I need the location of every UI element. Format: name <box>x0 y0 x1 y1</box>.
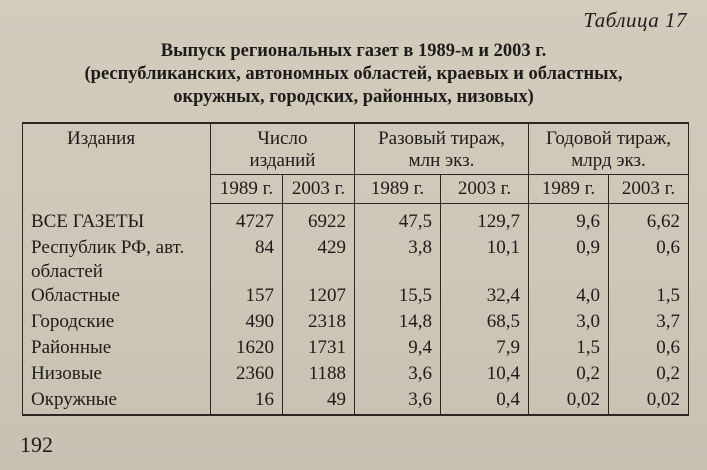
cell-single-2003: 10,1 <box>441 236 529 284</box>
cell-count-2003: 6922 <box>283 204 355 237</box>
cell-single-1989: 3,8 <box>355 236 441 284</box>
cell-count-1989: 4727 <box>211 204 283 237</box>
cell-annual-1989: 0,9 <box>529 236 609 284</box>
table-row <box>23 310 689 336</box>
cell-single-2003: 0,4 <box>441 388 529 415</box>
newspaper-table <box>22 122 689 416</box>
header-year: 2003 г. <box>609 175 689 204</box>
header-year: 2003 г. <box>441 175 529 204</box>
cell-annual-2003: 0,2 <box>609 362 689 388</box>
table-row <box>23 362 689 388</box>
header-editions: Издания <box>23 123 211 204</box>
cell-annual-2003: 0,02 <box>609 388 689 415</box>
cell-single-2003: 68,5 <box>441 310 529 336</box>
table-row <box>23 336 689 362</box>
cell-count-1989: 84 <box>211 236 283 284</box>
cell-count-1989: 2360 <box>211 362 283 388</box>
header-year: 1989 г. <box>355 175 441 204</box>
cell-count-1989: 490 <box>211 310 283 336</box>
cell-single-1989: 3,6 <box>355 362 441 388</box>
cell-single-2003: 7,9 <box>441 336 529 362</box>
cell-annual-1989: 1,5 <box>529 336 609 362</box>
cell-count-2003: 1731 <box>283 336 355 362</box>
row-name: Районные <box>23 336 211 362</box>
cell-count-1989: 16 <box>211 388 283 415</box>
row-name: Областные <box>23 284 211 310</box>
title-line: Выпуск региональных газет в 1989-м и 2003 г. <box>160 41 547 61</box>
table-row <box>23 204 689 237</box>
header-year: 2003 г. <box>283 175 355 204</box>
header-single-run: Разовый тираж, млн экз. <box>355 123 529 175</box>
table-row <box>23 284 689 310</box>
row-name: ВСЕ ГАЗЕТЫ <box>23 204 211 237</box>
cell-single-1989: 9,4 <box>355 336 441 362</box>
cell-annual-1989: 0,02 <box>529 388 609 415</box>
header-annual-run: Годовой тираж, млрд экз. <box>529 123 689 175</box>
header-count: Число изданий <box>211 123 355 175</box>
cell-count-2003: 429 <box>283 236 355 284</box>
cell-annual-1989: 3,0 <box>529 310 609 336</box>
cell-annual-1989: 9,6 <box>529 204 609 237</box>
table-row <box>23 236 689 284</box>
cell-count-2003: 2318 <box>283 310 355 336</box>
row-name: Окружные <box>23 388 211 415</box>
cell-single-1989: 47,5 <box>355 204 441 237</box>
row-name: Республик РФ, авт. областей <box>23 236 211 284</box>
page-number: 192 <box>20 432 53 457</box>
cell-count-1989: 1620 <box>211 336 283 362</box>
cell-single-2003: 10,4 <box>441 362 529 388</box>
title-line: (республиканских, автономных областей, краевых и областных, <box>84 64 623 84</box>
cell-count-2003: 1207 <box>283 284 355 310</box>
title-line: окружных, городских, районных, низовых) <box>173 87 534 107</box>
cell-annual-2003: 0,6 <box>609 236 689 284</box>
cell-count-1989: 157 <box>211 284 283 310</box>
cell-annual-2003: 1,5 <box>609 284 689 310</box>
cell-annual-1989: 0,2 <box>529 362 609 388</box>
cell-single-1989: 15,5 <box>355 284 441 310</box>
row-name: Городские <box>23 310 211 336</box>
cell-annual-1989: 4,0 <box>529 284 609 310</box>
table-row <box>23 388 689 415</box>
cell-count-2003: 49 <box>283 388 355 415</box>
table-title <box>0 40 707 109</box>
row-name: Низовые <box>23 362 211 388</box>
header-year: 1989 г. <box>529 175 609 204</box>
cell-annual-2003: 0,6 <box>609 336 689 362</box>
cell-annual-2003: 6,62 <box>609 204 689 237</box>
cell-single-2003: 129,7 <box>441 204 529 237</box>
table-number: Таблица 17 <box>583 8 687 32</box>
cell-annual-2003: 3,7 <box>609 310 689 336</box>
cell-single-1989: 14,8 <box>355 310 441 336</box>
cell-single-2003: 32,4 <box>441 284 529 310</box>
header-year: 1989 г. <box>211 175 283 204</box>
cell-single-1989: 3,6 <box>355 388 441 415</box>
cell-count-2003: 1188 <box>283 362 355 388</box>
